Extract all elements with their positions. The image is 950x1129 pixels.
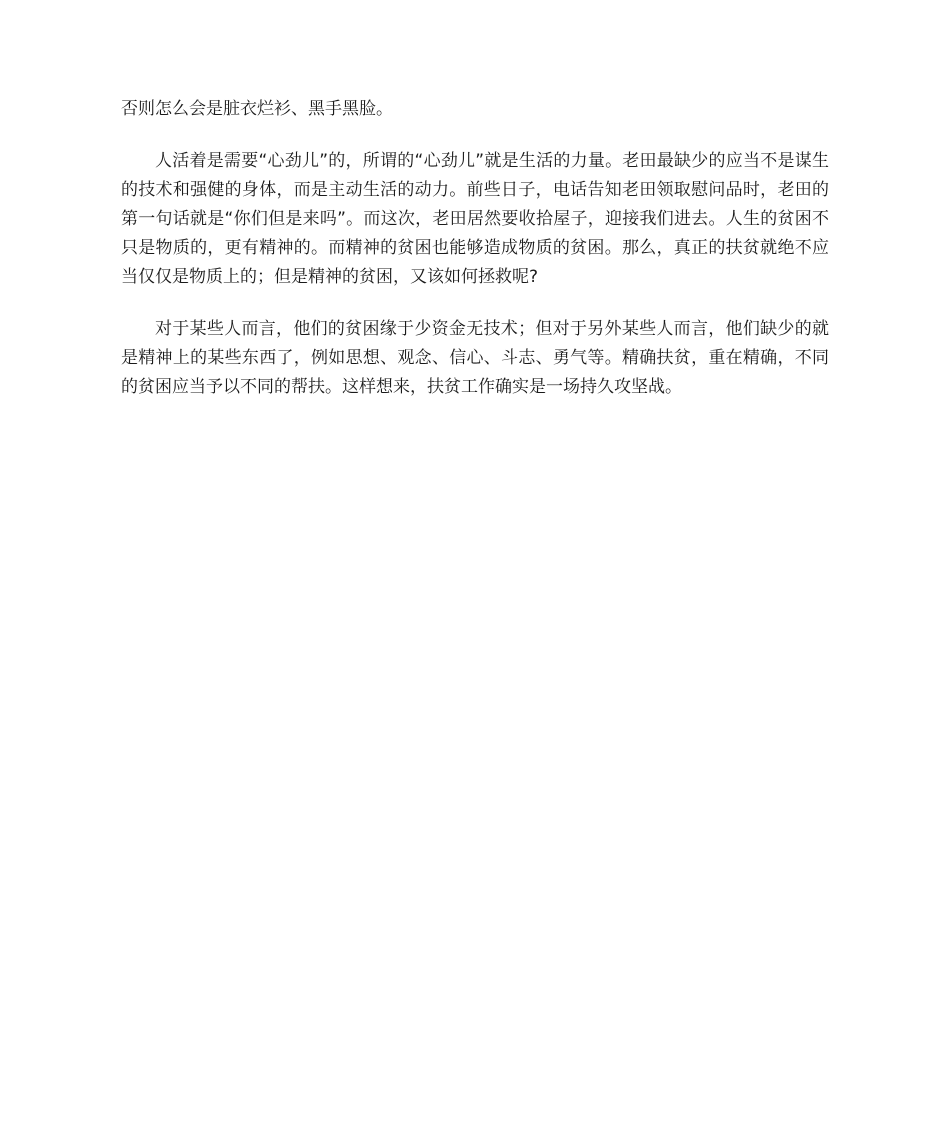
paragraph-1: 否则怎么会是脏衣烂衫、黑手黑脸。 xyxy=(121,99,393,119)
document-body xyxy=(121,95,829,425)
paragraph-2: 人活着是需要“心劲儿”的，所谓的“心劲儿”就是生活的力量。老田最缺少的应当不是谋生的技术和强健的身体，而是主动生活的动力。前些日子，电话告知老田领取慰问品时，老田的第一句话就是“你们但是来吗”。而这次，老田居然要收拾屋子，迎接我们进去。人生的贫困不只是物质的，更有精神的。而精神的贫困也能够造成物质的贫困。那么，真正的扶贫就绝不应当仅仅是物质上的；但是精神的贫困，又该如何拯救呢? xyxy=(121,151,829,287)
paragraph-3: 对于某些人而言，他们的贫困缘于少资金无技术；但对于另外某些人而言，他们缺少的就是精神上的某些东西了，例如思想、观念、信心、斗志、勇气等。精确扶贫，重在精确，不同的贫困应当予以不同的帮扶。这样想来，扶贫工作确实是一场持久攻坚战。 xyxy=(121,319,829,397)
